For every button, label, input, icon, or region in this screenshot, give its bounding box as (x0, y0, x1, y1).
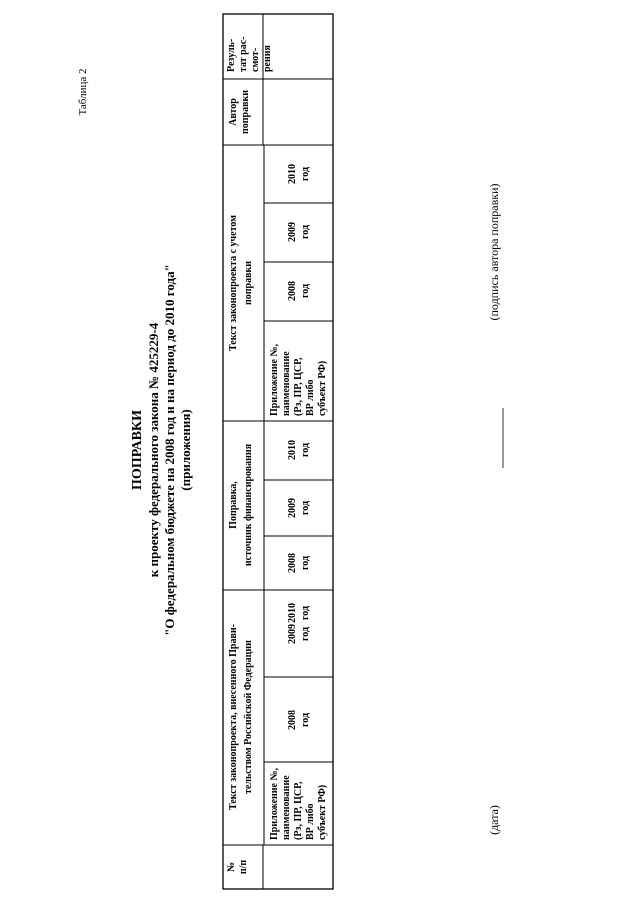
header-texts (226, 90, 254, 874)
gov-appendix-3: (Рз, ПР, ЦСР, (293, 781, 304, 840)
twa-year-2008-unit: год (300, 283, 311, 299)
result-header-4: рения (262, 45, 273, 72)
gov-year-2008-unit: год (300, 712, 311, 728)
gov-text-header-2: тельством Российской Федерации (243, 640, 254, 794)
gov-year-2009-unit: год (300, 626, 311, 642)
gov-appendix-5: субъект РФ) (317, 784, 328, 840)
title-budget: "О федеральном бюджете на 2008 год и на период до 2010 года" (162, 264, 177, 636)
amend-appendix-5: субъект РФ) (317, 360, 328, 416)
twa-year-2009: 2009 (287, 222, 298, 242)
amend-year-2010: 2010 (287, 440, 298, 460)
gov-year-2008: 2008 (287, 710, 298, 730)
result-header (226, 36, 273, 72)
gov-appendix-1: Приложение №, (269, 767, 280, 840)
gov-appendix-2: наименование (281, 775, 292, 840)
footer-date: (дата) (487, 805, 501, 835)
footer-signature: (подпись автора поправки) (487, 183, 501, 321)
amend-year-2008-unit: год (300, 555, 311, 571)
text-with-amend-header-1: Текст законопроекта с учетом (228, 215, 239, 351)
amendments-table (223, 14, 338, 889)
title-appendix: (приложения) (178, 409, 193, 491)
result-header-3: смот- (250, 47, 261, 72)
result-header-1: Резуль- (226, 38, 237, 72)
amend-appendix-2: наименование (281, 351, 292, 416)
table-label: Таблица 2 (77, 68, 89, 116)
twa-year-2010-unit: год (300, 166, 311, 182)
amend-fin-header-2: источник финансирования (243, 443, 254, 567)
twa-year-2009-unit: год (300, 224, 311, 240)
title-block (130, 264, 193, 636)
amend-appendix-3: (Рз, ПР, ЦСР, (293, 357, 304, 416)
amend-year-2009-unit: год (300, 500, 311, 516)
twa-year-2010: 2010 (287, 164, 298, 184)
twa-year-2008: 2008 (287, 281, 298, 301)
amend-year-2009: 2009 (287, 498, 298, 518)
gov-appendix-4: ВР либо (305, 803, 316, 840)
author-header-2: поправки (240, 89, 251, 135)
amend-fin-header-1: Поправка, (228, 481, 239, 529)
appendix-subheaders (269, 343, 328, 840)
text-with-amend-header-2: поправки (243, 260, 254, 306)
gov-year-2009: 2009 (287, 624, 298, 644)
num-header-1: № (226, 861, 237, 873)
amend-year-2010-unit: год (300, 442, 311, 458)
num-header-2: п/п (238, 859, 249, 875)
title-law: к проекту федерального закона № 425229-4 (146, 322, 161, 578)
amend-year-2008: 2008 (287, 553, 298, 573)
year-subheaders (287, 164, 311, 730)
amend-appendix-1: Приложение №, (269, 343, 280, 416)
title-main: ПОПРАВКИ (130, 410, 145, 490)
author-header-1: Автор (228, 98, 239, 126)
gov-year-2010-unit: год (300, 605, 311, 621)
gov-text-header-1: Текст законопроекта, внесенного Прави- (228, 624, 239, 810)
result-header-2: тат рас- (238, 36, 249, 72)
gov-year-2010: 2010 (287, 603, 298, 623)
amend-appendix-4: ВР либо (305, 379, 316, 416)
